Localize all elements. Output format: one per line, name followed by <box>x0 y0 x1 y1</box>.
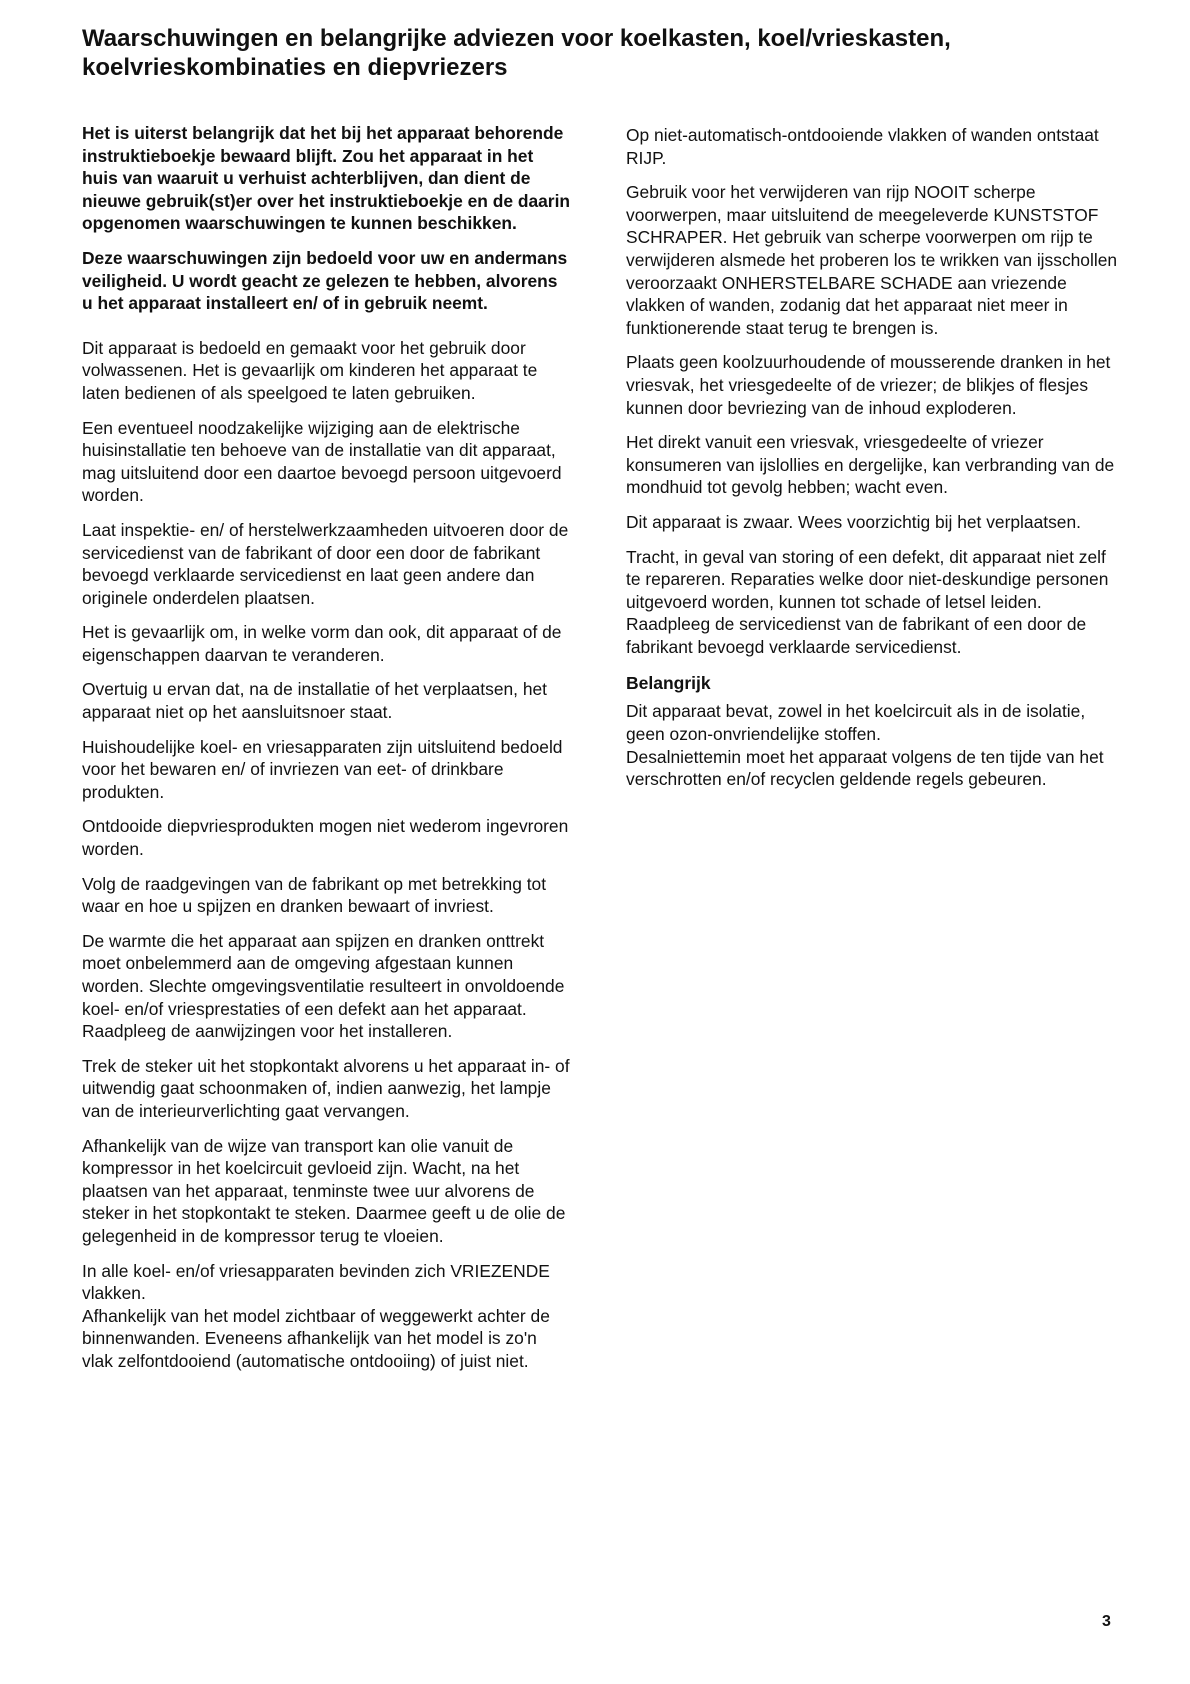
warning-paragraph: Huishoudelijke koel- en vriesapparaten zijn uitsluitend bedoeld voor het bewaren en/ of invriezen van eet- of drinkbare produkten. <box>82 736 563 802</box>
warning-paragraph: Op niet-automatisch-ontdooiende vlakken of wanden ontstaat RIJP. <box>626 125 1099 168</box>
warning-paragraph: Dit apparaat is zwaar. Wees voorzichtig bij het verplaatsen. <box>626 511 1081 532</box>
warning-paragraph: De warmte die het apparaat aan spijzen en dranken onttrekt moet onbelemmerd aan de omgeving afgestaan kunnen worden. Slechte omgevingsventilatie resulteert in onvoldoende koel- en/of vriesprestaties of een defekt aan het apparaat. Raadpleeg de aanwijzingen voor het installeren. <box>82 930 565 1042</box>
section-heading: Belangrijk <box>626 673 711 694</box>
warning-paragraph: Het is gevaarlijk om, in welke vorm dan ook, dit apparaat of de eigenschappen daarvan te veranderen. <box>82 622 562 665</box>
info-paragraph: Dit apparaat bevat, zowel in het koelcircuit als in de isolatie, geen ozon-onvriendelijke stoffen. <box>626 701 1086 745</box>
warning-paragraph: Een eventueel noodzakelijke wijziging aan de elektrische huisinstallatie ten behoeve van de installatie van dit apparaat, mag uitsluitend door een daartoe bevoegd persoon uitgevoerd worden. <box>82 417 562 506</box>
warning-paragraph: Ontdooide diepvriesprodukten mogen niet wederom ingevroren worden. <box>82 816 569 860</box>
warning-paragraph: Laat inspektie- en/ of herstelwerkzaamheden uitvoeren door de servicedienst van de fabrikant of door een door de fabrikant bevoegd verklaarde servicedienst en laat geen andere dan originele onderdelen plaatsen. <box>82 519 569 608</box>
warning-paragraph: In alle koel- en/of vriesapparaten bevinden zich VRIEZENDE vlakken. <box>82 1260 550 1304</box>
warning-paragraph: Overtuig u ervan dat, na de installatie of het verplaatsen, het apparaat niet op het aansluitsnoer staat. <box>82 679 548 723</box>
intro-paragraph-1: Het is uiterst belangrijk dat het bij het apparaat behorende instruktieboekje bewaard blijft. Zou het apparaat in het huis van waaruit u verhuist achterblijven, dan dient de nieuwe gebruik(st)er over het instruktieboekje en de daarin opgenomen waarschuwingen te kunnen beschikken. <box>82 123 571 234</box>
left-column <box>82 122 572 1385</box>
warning-paragraph: Plaats geen koolzuurhoudende of mousserende dranken in het vriesvak, het vriesgedeelte of de vriezer; de blikjes of flesjes kunnen door bevriezing van de inhoud exploderen. <box>626 352 1111 418</box>
intro-paragraph-2: Deze waarschuwingen zijn bedoeld voor uw en andermans veiligheid. U wordt geacht ze gelezen te hebben, alvorens u het apparaat installeert en/ of in gebruik neemt. <box>82 247 568 314</box>
warning-paragraph: Gebruik voor het verwijderen van rijp NOOIT scherpe voorwerpen, maar uitsluitend de meegeleverde KUNSTSTOF SCHRAPER. Het gebruik van scherpe voorwerpen om rijp te verwijderen alsmede het proberen los te wrikken van ijsschollen veroorzaakt ONHERSTELBARE SCHADE aan vriezende vlakken of wanden, zodanig dat het apparaat niet meer in funktionerende staat terug te brengen is. <box>626 182 1118 338</box>
warning-paragraph: Dit apparaat is bedoeld en gemaakt voor het gebruik door volwassenen. Het is gevaarlijk om kinderen het apparaat te laten bedienen of als speelgoed te laten gebruiken. <box>82 337 538 403</box>
info-paragraph: Desalniettemin moet het apparaat volgens de ten tijde van het verschrotten en/of recyclen geldende regels gebeuren. <box>626 746 1104 790</box>
warning-paragraph: Het direkt vanuit een vriesvak, vriesgedeelte of vriezer konsumeren van ijslollies en dergelijke, kan verbranding van de mondhuid tot gevolg hebben; wacht even. <box>626 432 1115 498</box>
right-column <box>626 124 1118 803</box>
warning-paragraph: Afhankelijk van de wijze van transport kan olie vanuit de kompressor in het koelcircuit gevloeid zijn. Wacht, na het plaatsen van het apparaat, tenminste twee uur alvorens de steker in het stopkontakt te steken. Daarmee geeft u de olie de gelegenheid in de kompressor terug te vloeien. <box>82 1135 566 1246</box>
warning-paragraph: Afhankelijk van het model zichtbaar of weggewerkt achter de binnenwanden. Eveneens afhankelijk van het model is zo'n vlak zelfontdooiend (automatische ontdooiing) of juist niet. <box>82 1305 550 1371</box>
warning-paragraph: Trek de steker uit het stopkontakt alvorens u het apparaat in- of uitwendig gaat schoonmaken of, indien aanwezig, het lampje van de interieurverlichting gaat vervangen. <box>82 1055 570 1121</box>
warning-paragraph: Tracht, in geval van storing of een defekt, dit apparaat niet zelf te repareren. Reparaties welke door niet-deskundige personen uitgevoerd worden, kunnen tot schade of letsel leiden. Raadpleeg de servicedienst van de fabrikant of een door de fabrikant bevoegd verklaarde servicedienst. <box>626 546 1109 657</box>
page-number: 3 <box>1102 1613 1111 1630</box>
page-title: Waarschuwingen en belangrijke adviezen voor koelkasten, koel/vrieskasten, koelvrieskombinaties en diepvriezers <box>82 25 951 81</box>
warning-paragraph: Volg de raadgevingen van de fabrikant op met betrekking tot waar en hoe u spijzen en dranken bewaart of invriest. <box>82 873 547 917</box>
